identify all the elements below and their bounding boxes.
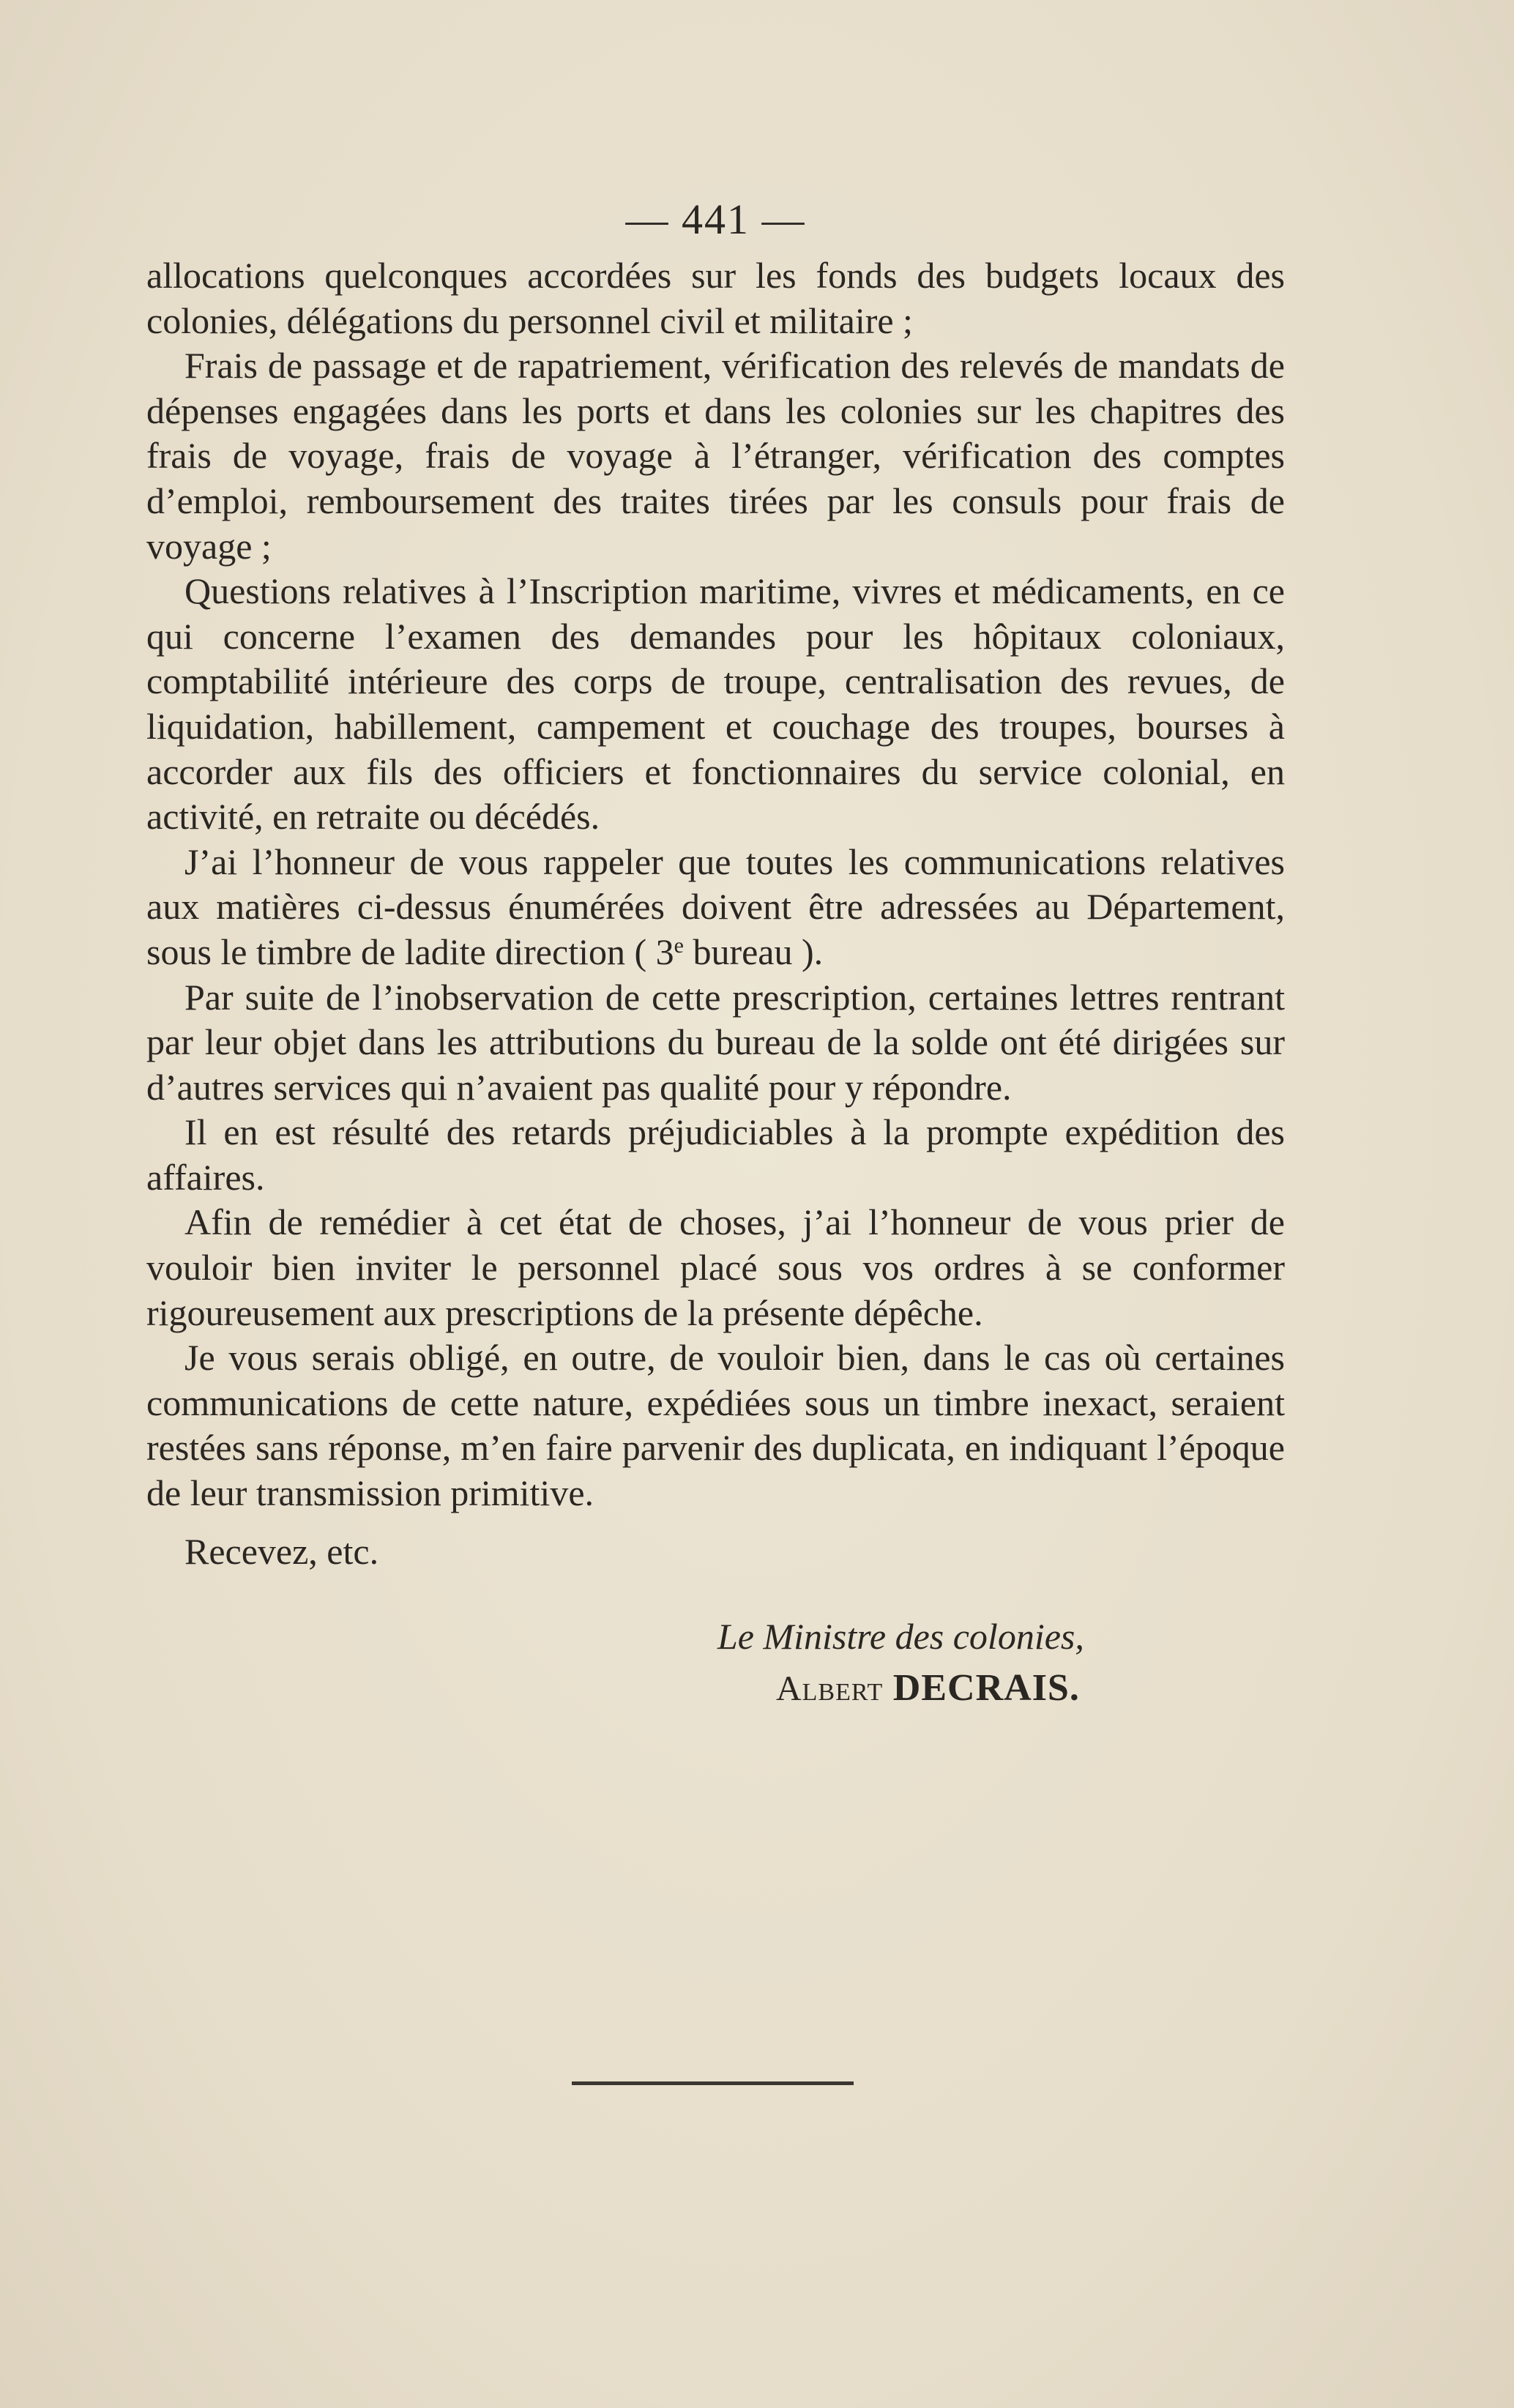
end-rule — [572, 2081, 854, 2085]
signature-title: Le Ministre des colonies, — [717, 1616, 1084, 1658]
paragraph-duplicata: Je vous serais obligé, en outre, de vouloir bien, dans le cas où certaines communications de cette nature, expédiées sous un timbre inexact, seraient restées sans réponse, m’en faire parvenir des duplicata, en indiquant l’époque de leur transmission primitive. — [146, 1337, 1285, 1514]
signature-first-name: Albert — [776, 1669, 884, 1709]
closing-formula: Recevez, etc. — [184, 1530, 379, 1572]
paragraph-questions-relatives: Questions relatives à l’Inscription maritime, vivres et médicaments, en ce qui concerne l’examen des demandes pour les hôpitaux coloniaux, comptabilité intérieure des corps de troupe, centralisation des revues, de liquidation, habillement, campement et couchage des troupes, bourses à accorder aux fils des officiers et fonctionnaires du service colonial, en activité, en retraite ou décédés. — [146, 570, 1285, 838]
bureau-superscript: e — [674, 933, 684, 958]
paragraph-frais-de-passage: Frais de passage et de rapatriement, vérification des relevés de mandats de dépenses engagées dans les ports et dans les colonies sur les chapitres des frais de voyage, frais de voyage à l’étranger, vérification des comptes d’emploi, remboursement des traites tirées par les consuls pour frais de voyage ; — [146, 345, 1285, 567]
bureau-open: ( 3 — [634, 931, 674, 972]
page-number: — 441 — — [625, 195, 806, 243]
signature-name — [776, 1662, 1285, 1715]
signature-last-name: DECRAIS. — [892, 1667, 1080, 1710]
paragraph-rappel-text: J’ai l’honneur de vous rappeler que toutes les communications relatives aux matières ci-dessus énumérées doivent être adressées au Département, sous le timbre de ladite direction — [146, 840, 1285, 972]
paragraph-retards: Il en est résulté des retards préjudiciables à la prompte expédition des affaires. — [146, 1111, 1285, 1198]
bureau-close: bureau ). — [683, 931, 824, 972]
paragraph-rappel — [146, 840, 1285, 975]
document-body — [146, 190, 1285, 1715]
paragraph-inobservation: Par suite de l’inobservation de cette prescription, certaines lettres rentrant par leur objet dans les attributions du bureau de la solde ont été dirigées sur d’autres services qui n’avaient pas qualité pour y répondre. — [146, 976, 1285, 1108]
signature-block — [146, 1611, 1285, 1715]
paragraph-allocations: allocations quelconques accordées sur les fonds des budgets locaux des colonies, délégations du personnel civil et militaire ; — [146, 255, 1285, 341]
paragraph-remedier: Afin de remédier à cet état de choses, j’ai l’honneur de vous prier de vouloir bien inviter le personnel placé sous vos ordres à se conformer rigoureusement aux prescriptions de la présente dépêche. — [146, 1201, 1285, 1333]
